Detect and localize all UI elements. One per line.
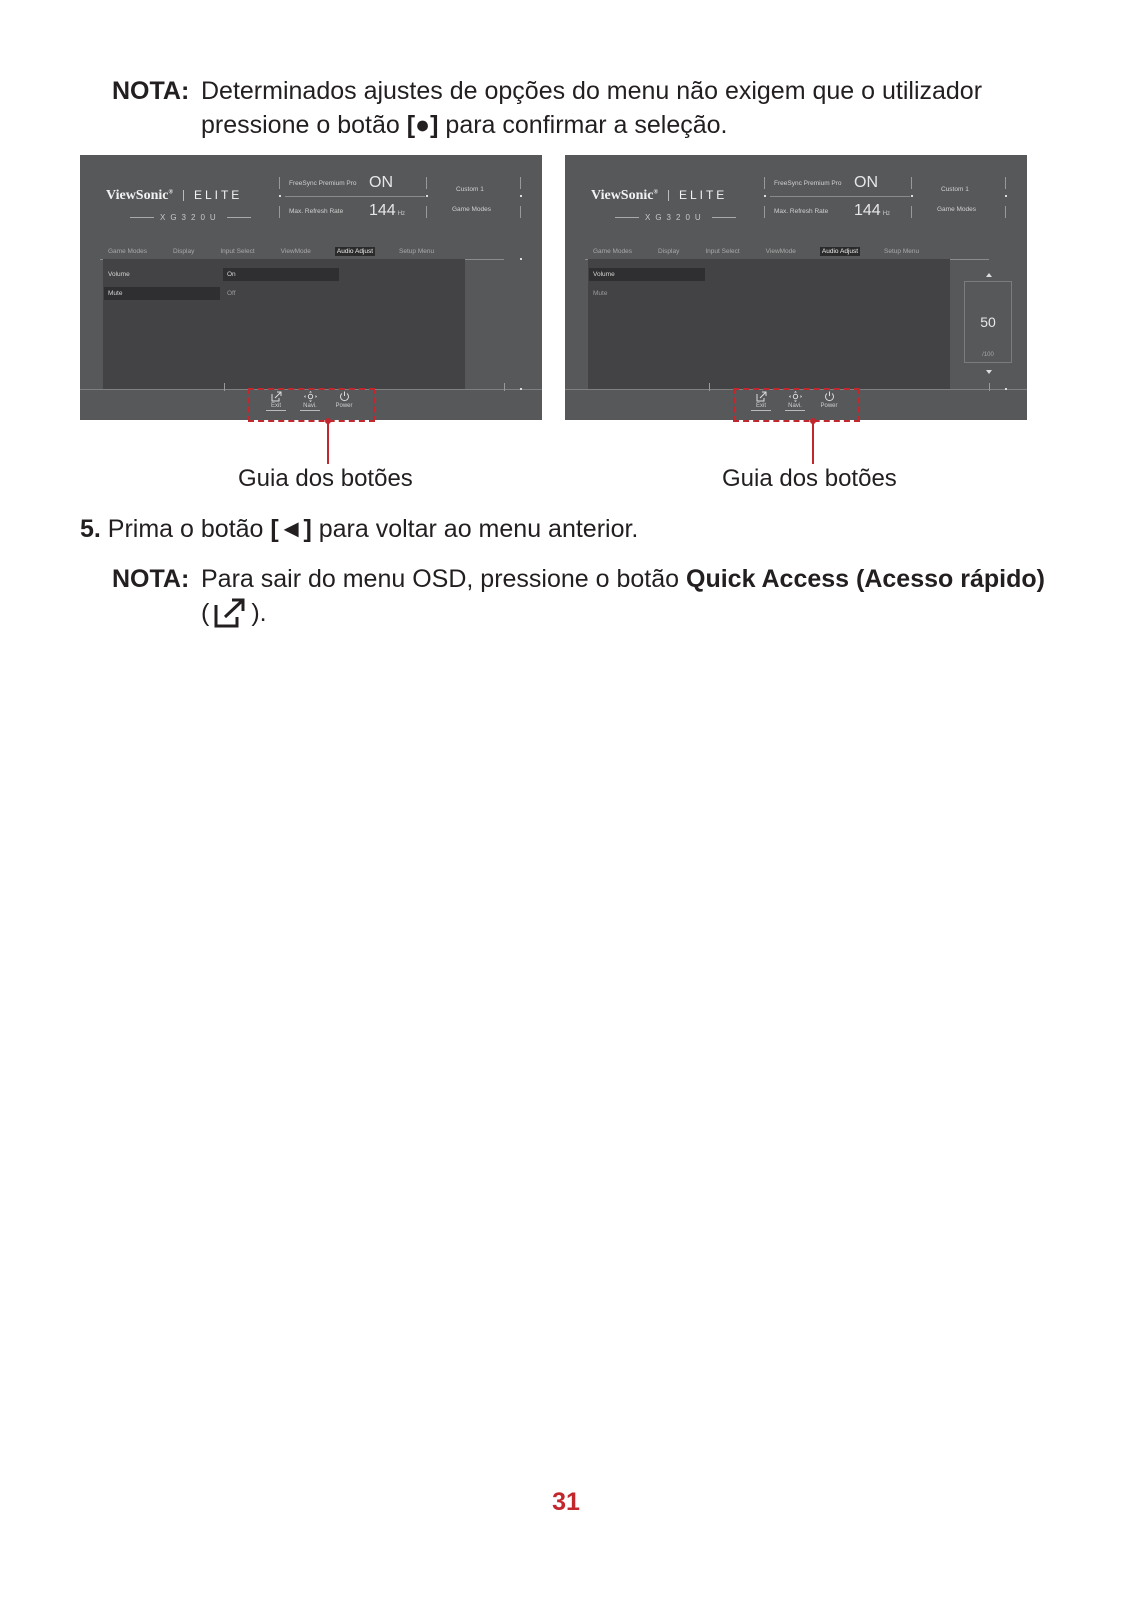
osd-tab-bar <box>591 247 921 256</box>
note-text-line2 <box>201 108 728 142</box>
note-label: NOTA: <box>112 565 190 593</box>
refresh-label: Max. Refresh Rate <box>774 208 829 215</box>
freesync-label: FreeSync Premium Pro <box>774 180 842 187</box>
step-number: 5. <box>80 515 101 543</box>
volume-slider <box>964 281 1012 363</box>
button-guide-highlight <box>733 388 860 422</box>
confirm-button-ref: [●] <box>406 111 439 139</box>
guide-exit: Exit <box>266 391 286 411</box>
elite-wordmark: ELITE <box>678 188 728 202</box>
osd-tab-bar <box>106 247 436 256</box>
paren-close: ). <box>251 599 267 627</box>
tab-audio-adjust: Audio Adjust <box>336 248 374 255</box>
tab-game-modes: Game Modes <box>593 248 633 255</box>
viewsonic-elite-logo <box>106 188 242 204</box>
brand-name: ViewSonic <box>591 188 654 203</box>
viewsonic-elite-logo <box>591 188 727 204</box>
paren-open: ( <box>201 599 210 627</box>
quick-access-icon <box>213 597 247 629</box>
osd-screenshot-audio-menu <box>80 155 542 420</box>
tab-game-modes: Game Modes <box>108 248 148 255</box>
tab-audio-adjust: Audio Adjust <box>821 248 859 255</box>
submenu-option-off: Off <box>227 290 236 297</box>
callout-line <box>327 422 329 464</box>
button-guide-highlight <box>248 388 375 422</box>
quick-access-button-ref: Quick Access (Acesso rápido) <box>686 565 1045 593</box>
game-mode-label: Game Modes <box>452 206 492 213</box>
callout-line <box>812 422 814 464</box>
freesync-value: ON <box>369 174 393 191</box>
slider-up-arrow-icon <box>986 273 992 277</box>
back-button-ref: [◄] <box>270 515 312 543</box>
game-mode-label: Game Modes <box>937 206 977 213</box>
guide-navi: Navi. <box>300 391 320 411</box>
guide-power: Power <box>334 391 354 411</box>
step-text: Prima o botão <box>100 515 271 543</box>
note-text-line1: Determinados ajustes de opções do menu não exigem que o utilizador <box>201 77 983 105</box>
refresh-label: Max. Refresh Rate <box>289 208 344 215</box>
tab-display: Display <box>658 248 680 255</box>
menu-row-mute: Mute <box>104 287 220 300</box>
guide-navi: Navi. <box>785 391 805 411</box>
note2-line1 <box>201 562 1045 596</box>
tab-input-select: Input Select <box>705 248 740 255</box>
freesync-label: FreeSync Premium Pro <box>289 180 357 187</box>
tab-viewmode: ViewMode <box>765 248 796 255</box>
brand-name: ViewSonic <box>106 188 169 203</box>
model-name: XG320U <box>609 213 742 222</box>
guide-exit: Exit <box>751 391 771 411</box>
brand-mark: ® <box>168 189 173 196</box>
step-text: para voltar ao menu anterior. <box>311 515 639 543</box>
osd-screenshot-volume-slider <box>565 155 1027 420</box>
page-number: 31 <box>552 1488 580 1516</box>
volume-value: 50 <box>980 314 996 330</box>
tab-display: Display <box>173 248 195 255</box>
tab-input-select: Input Select <box>220 248 255 255</box>
refresh-value: 144 Hz <box>369 202 406 219</box>
menu-row-volume: Volume <box>589 268 705 281</box>
refresh-value: 144 Hz <box>854 202 891 219</box>
note-text-part: pressione o botão <box>201 111 407 139</box>
game-mode-value: Custom 1 <box>941 186 969 193</box>
slider-down-arrow-icon <box>986 370 992 374</box>
elite-wordmark: ELITE <box>193 188 243 202</box>
menu-row-mute: Mute <box>593 290 608 297</box>
tab-viewmode: ViewMode <box>280 248 311 255</box>
game-mode-value: Custom 1 <box>456 186 484 193</box>
tab-setup-menu: Setup Menu <box>399 248 435 255</box>
model-name: XG320U <box>124 213 257 222</box>
menu-row-volume: Volume <box>108 271 130 278</box>
tab-setup-menu: Setup Menu <box>884 248 920 255</box>
caption-left: Guia dos botões <box>238 465 413 492</box>
note-text-part: para confirmar a seleção. <box>438 111 728 139</box>
volume-max: /100 <box>982 352 994 358</box>
note2-line2 <box>201 596 267 630</box>
note-label: NOTA: <box>112 77 190 105</box>
submenu-option-on: On <box>223 268 339 281</box>
brand-mark: ® <box>653 189 658 196</box>
caption-right: Guia dos botões <box>722 465 897 492</box>
freesync-value: ON <box>854 174 878 191</box>
guide-power: Power <box>819 391 839 411</box>
note-text-part: Para sair do menu OSD, pressione o botão <box>201 565 686 593</box>
step-5 <box>80 512 638 546</box>
